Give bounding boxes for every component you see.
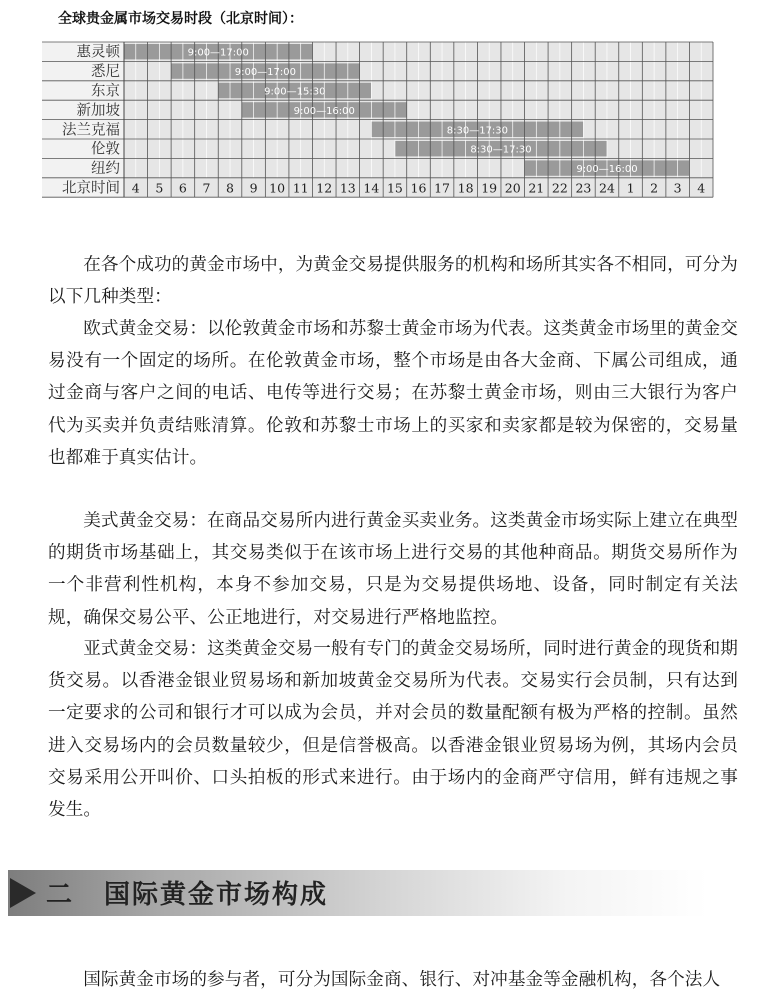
paragraph-participants: 国际黄金市场的参与者，可分为国际金商、银行、对冲基金等金融机构，各个法人: [83, 970, 721, 990]
hour-tick-label: 10: [269, 180, 286, 196]
paragraph-european: 欧式黄金交易：以伦敦黄金市场和苏黎士黄金市场为代表。这类黄金市场里的黄金交易没有一个固定的场所。在伦敦黄金市场，整个市场是由各大金商、下属公司组成，通过金商与客户之间的电话、电传等进行交易；在苏黎士黄金市场，则由三大银行为客户代为买卖并负责结账清算。伦敦和苏黎士市场上的买家和卖家都是较为保密的，交易量也都难于真实估计。: [48, 319, 738, 468]
section-number: 二: [46, 880, 75, 910]
hour-tick-label: 8: [226, 180, 234, 196]
paragraph-intro: 在各个成功的黄金市场中，为黄金交易提供服务的机构和场所其实各不相同，可分为以下几种类型：: [48, 255, 738, 308]
hour-tick-label: 1: [626, 180, 635, 196]
market-name: 纽约: [91, 161, 120, 178]
market-name: 惠灵顿: [76, 44, 120, 61]
hour-tick-label: 7: [202, 180, 211, 196]
hour-tick-label: 9: [249, 180, 258, 196]
hour-tick-label: 18: [457, 180, 474, 196]
hour-tick-label: 19: [481, 180, 498, 196]
hour-tick-label: 21: [528, 180, 545, 196]
hour-tick-label: 2: [650, 180, 659, 196]
session-label: 8:30—17:30: [446, 125, 509, 137]
market-name: 新加坡: [76, 102, 120, 119]
hour-tick-label: 16: [410, 180, 427, 196]
hour-tick-label: 13: [339, 180, 356, 196]
session-label: 9:00—17:00: [234, 67, 297, 79]
axis-label: 北京时间: [62, 180, 120, 197]
hour-tick-label: 6: [178, 180, 187, 196]
trading-hours-chart: [0, 0, 758, 215]
session-label: 9:00—16:00: [576, 164, 638, 176]
section-title: 国际黄金市场构成: [104, 880, 329, 910]
session-label: 9:00—17:00: [187, 47, 249, 59]
market-name: 法兰克福: [62, 122, 120, 139]
section-arrow-icon: [10, 878, 36, 908]
paragraph-american: 美式黄金交易：在商品交易所内进行黄金买卖业务。这类黄金市场实际上建立在典型的期货市场基础上，其交易类似于在该市场上进行交易的其他种商品。期货交易所作为一个非营利性机构，本身不参加交易，只是为交易提供场地、设备，同时制定有关法规，确保交易公平、公正地进行，对交易进行严格地监控。: [48, 511, 738, 628]
hour-tick-label: 14: [363, 180, 380, 196]
hour-tick-label: 4: [131, 180, 140, 196]
hour-tick-label: 24: [599, 180, 615, 196]
paragraph-asian: 亚式黄金交易：这类黄金交易一般有专门的黄金交易场所，同时进行黄金的现货和期货交易。以香港金银业贸易场和新加坡黄金交易所为代表。交易实行会员制，只有达到一定要求的公司和银行才可以成为会员，并对会员的数量配额有极为严格的控制。虽然进入交易场内的会员数量较少，但是信誉极高。以香港金银业贸易场为例，其场内会员交易采用公开叫价、口头拍板的形式来进行。由于场内的金商严守信用，鲜有违规之事发生。: [48, 639, 738, 821]
hour-tick-label: 4: [697, 180, 706, 196]
hour-tick-label: 15: [386, 180, 403, 196]
hour-tick-label: 5: [155, 180, 164, 196]
hour-tick-label: 23: [575, 180, 592, 196]
hour-tick-label: 11: [292, 180, 309, 196]
session-label: 8:30—17:30: [470, 144, 532, 156]
hour-tick-label: 20: [504, 180, 521, 196]
market-name: 东京: [91, 83, 120, 100]
session-label: 9:00—15:30: [264, 86, 326, 98]
hour-tick-label: 12: [316, 180, 333, 196]
hour-tick-label: 22: [551, 180, 568, 196]
hour-tick-label: 17: [434, 180, 451, 196]
chart-title: 全球贵金属市场交易时段（北京时间）：: [58, 11, 303, 27]
hour-tick-label: 3: [673, 180, 682, 196]
market-name: 伦敦: [91, 141, 120, 158]
market-name: 悉尼: [91, 64, 120, 81]
session-label: 9:00—16:00: [293, 105, 355, 117]
